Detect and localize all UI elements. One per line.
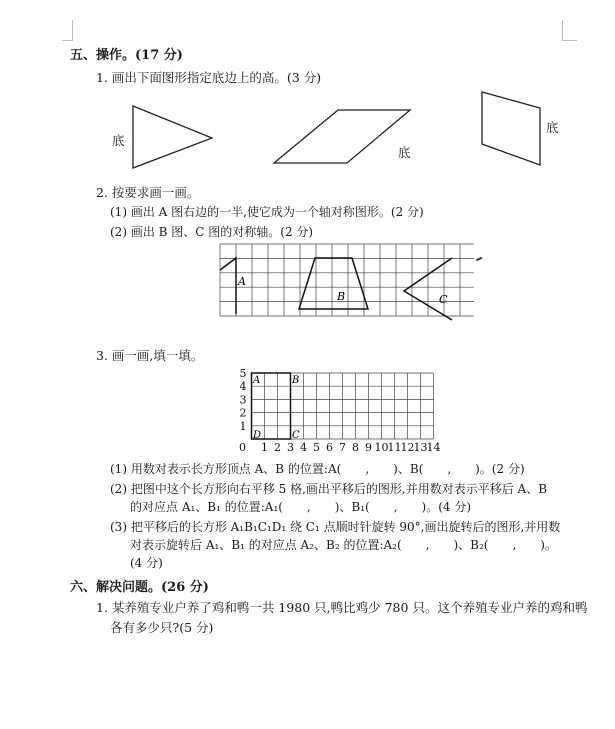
y-tick-label: 4 xyxy=(239,380,247,394)
question-1-figures xyxy=(0,85,615,180)
x-tick-label: 5 xyxy=(313,441,320,454)
section-6-question-1-line-1: 1. 某养殖专业户养了鸡和鸭一共 1980 只,鸭比鸡少 780 只。这个养殖专业户养的鸡和鸭 xyxy=(96,600,588,615)
point-b-label: B xyxy=(292,375,300,386)
x-tick-label: 11 xyxy=(387,441,402,454)
corner-mark-right xyxy=(562,20,577,41)
x-tick-label: 9 xyxy=(365,441,372,454)
x-tick-label: 6 xyxy=(326,441,333,454)
parallelogram-base-label: 底 xyxy=(398,145,411,160)
x-tick-label: 4 xyxy=(300,441,307,454)
x-tick-label: 14 xyxy=(426,441,441,454)
stray-mark xyxy=(476,257,482,261)
question-2-sub-2: (2) 画出 B 图、C 图的对称轴。(2 分) xyxy=(110,225,314,239)
point-d-label: D xyxy=(253,430,262,441)
question-3-sub-3-line-2: 对表示旋转后 A₁、B₁ 的对应点 A₂、B₂ 的位置:A₂( , )、B₂( , )。 xyxy=(130,538,557,552)
x-tick-label: 13 xyxy=(413,441,428,454)
y-tick-label: 1 xyxy=(239,419,247,433)
question-3-sub-2-line-2: 的对应点 A₁、B₁ 的位置:A₁( , )、B₁( , )。(4 分) xyxy=(130,500,472,514)
y-tick-label: 2 xyxy=(239,406,247,420)
y-tick-label: 5 xyxy=(239,367,247,380)
section-6-question-1-line-2: 各有多少只?(5 分) xyxy=(110,620,214,635)
x-tick-label: 12 xyxy=(400,441,415,454)
point-a-label: A xyxy=(253,375,261,386)
question-3-sub-2-line-1: (2) 把图中这个长方形向右平移 5 格,画出平移后的图形,并用数对表示平移后 A、B xyxy=(110,482,548,496)
question-3-sub-1: (1) 用数对表示长方形顶点 A、B 的位置:A( , )、B( , )。(2 分) xyxy=(110,462,525,476)
triangle-base-label: 底 xyxy=(112,133,125,148)
x-tick-label: 1 xyxy=(261,441,268,454)
question-3-text: 3. 画一画,填一填。 xyxy=(96,348,204,363)
point-c-label: C xyxy=(292,430,300,441)
trapezoid-base-label: 底 xyxy=(546,120,559,135)
coordinate-grid xyxy=(228,362,468,458)
x-tick-label: 8 xyxy=(352,441,359,454)
figure-a-shape xyxy=(220,258,236,314)
x-tick-label: 3 xyxy=(287,441,294,454)
section-five-title: 五、操作。(17 分) xyxy=(70,48,183,63)
x-tick-label: 10 xyxy=(374,441,389,454)
question-2-text: 2. 按要求画一画。 xyxy=(96,185,200,200)
question-3-sub-3-line-3: (4 分) xyxy=(130,556,163,570)
parallelogram-shape xyxy=(274,110,410,163)
figure-c-label: C xyxy=(439,293,448,306)
question-3-sub-3-line-1: (3) 把平移后的长方形 A₁B₁C₁D₁ 绕 C₁ 点顺时针旋转 90°,画出旋转后的图形,并用数 xyxy=(110,520,561,534)
x-tick-label: 7 xyxy=(339,441,346,454)
x-tick-label: 2 xyxy=(274,441,281,454)
origin-label: 0 xyxy=(239,441,246,454)
figure-b-label: B xyxy=(337,290,346,303)
figure-a-label: A xyxy=(238,275,246,288)
y-tick-label: 3 xyxy=(239,393,247,407)
section-six-title: 六、解决问题。(26 分) xyxy=(70,580,209,595)
question-2-sub-1: (1) 画出 A 图右边的一半,使它成为一个轴对称图形。(2 分) xyxy=(110,205,424,219)
triangle-shape xyxy=(133,106,212,168)
question-1-text: 1. 画出下面图形指定底边上的高。(3 分) xyxy=(96,70,322,85)
symmetry-grid xyxy=(218,242,474,328)
trapezoid-shape xyxy=(482,92,540,165)
corner-mark-left xyxy=(62,20,73,41)
